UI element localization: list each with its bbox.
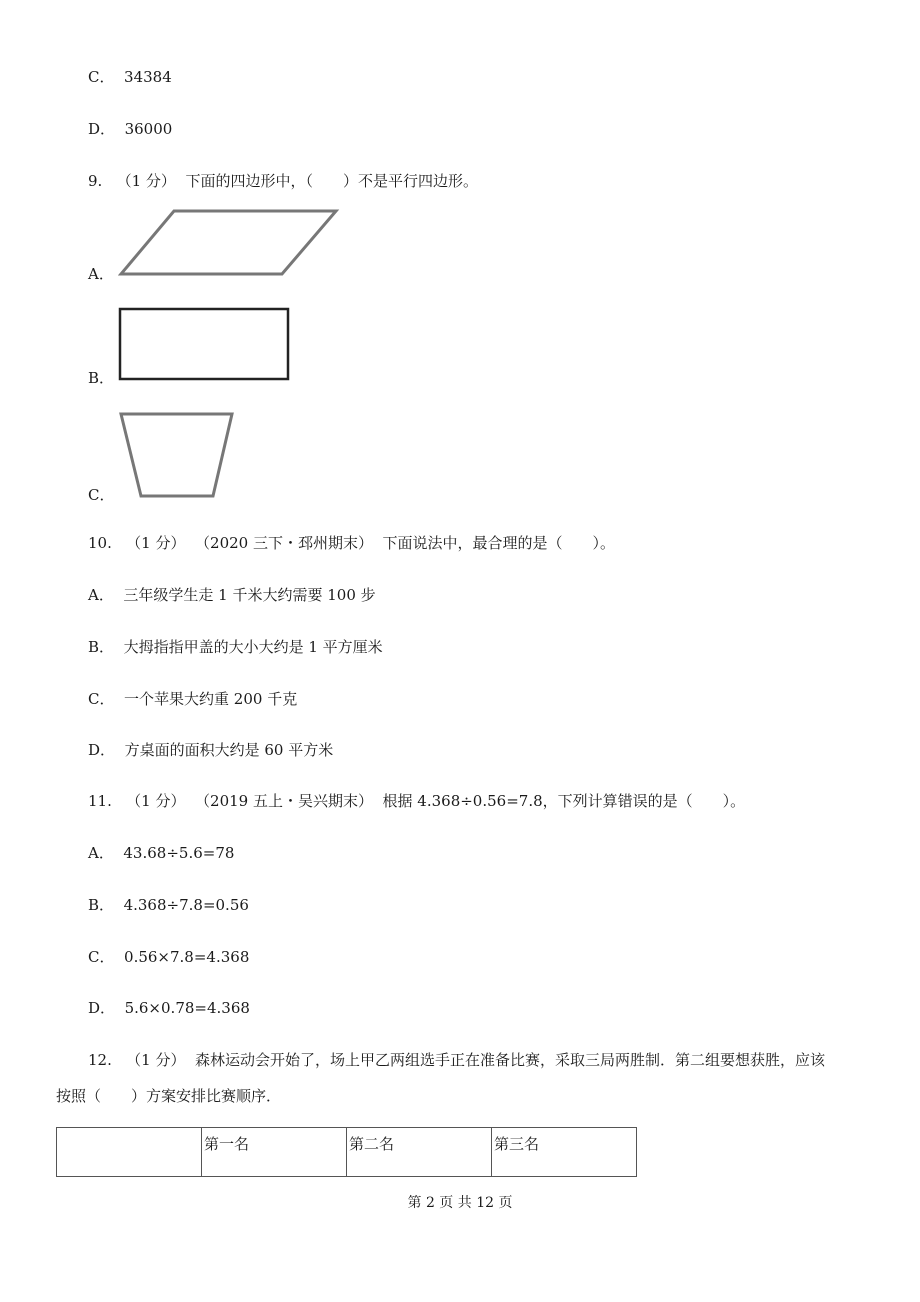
q12-score: （1 分）: [126, 1051, 186, 1069]
q9-option-a-label: A．: [88, 265, 114, 283]
q10-score: （1 分）: [126, 534, 186, 552]
q8-option-c: C． 34384: [88, 68, 172, 86]
q12-stem-line1: [88, 1049, 825, 1070]
q11-option-d: D． 5.6×0.78=4.368: [88, 999, 250, 1017]
table-header-cell-empty: [57, 1128, 202, 1177]
q11-stem: [88, 790, 745, 811]
q11-number: 11.: [88, 792, 112, 810]
q9-text: 下面的四边形中，（ ）不是平行四边形。: [185, 172, 478, 190]
q12-number: 12.: [88, 1051, 112, 1069]
table-header-cell-third: 第三名: [492, 1128, 637, 1177]
q10-number: 10.: [88, 534, 112, 552]
q12-stem-line2: 按照（ ）方案安排比赛顺序．: [56, 1087, 282, 1105]
q10-text: 下面说法中，最合理的是（ ）。: [382, 534, 616, 552]
q11-option-c: C． 0.56×7.8=4.368: [88, 948, 250, 966]
q11-option-a: A． 43.68÷5.6=78: [88, 844, 235, 862]
q9-option-b-label: B．: [88, 369, 115, 387]
q10-option-d: D． 方桌面的面积大约是 60 平方米: [88, 741, 334, 759]
q10-stem: [88, 532, 615, 553]
q9-score: （1 分）: [116, 172, 176, 190]
table-header-cell-second: 第二名: [347, 1128, 492, 1177]
q9-stem: [88, 170, 478, 191]
q10-option-a: A． 三年级学生走 1 千米大约需要 100 步: [88, 586, 376, 604]
table-header-row: [57, 1128, 637, 1177]
page-footer: 第 2 页 共 12 页: [407, 1195, 513, 1211]
q11-text: 根据 4.368÷0.56=7.8，下列计算错误的是（ ）。: [382, 792, 746, 810]
q11-source: （2019 五上・吴兴期末）: [195, 792, 373, 810]
q11-option-b: B． 4.368÷7.8=0.56: [88, 896, 249, 914]
parallelogram-figure: [118, 208, 340, 278]
q11-score: （1 分）: [126, 792, 186, 810]
trapezoid-figure: [118, 411, 236, 501]
q8-option-d: D． 36000: [88, 120, 173, 138]
table-header-cell-first: 第一名: [202, 1128, 347, 1177]
q9-option-c-label: C．: [88, 486, 115, 504]
rectangle-figure: [118, 307, 292, 382]
q12-schedule-table: [56, 1127, 637, 1177]
q9-number: 9.: [88, 172, 103, 190]
q10-option-c: C． 一个苹果大约重 200 千克: [88, 690, 298, 708]
q10-option-b: B． 大拇指指甲盖的大小大约是 1 平方厘米: [88, 638, 383, 656]
q10-source: （2020 三下・邳州期末）: [195, 534, 373, 552]
q12-text-line1: 森林运动会开始了，场上甲乙两组选手正在准备比赛，采取三局两胜制．第二组要想获胜，应该: [195, 1051, 826, 1069]
